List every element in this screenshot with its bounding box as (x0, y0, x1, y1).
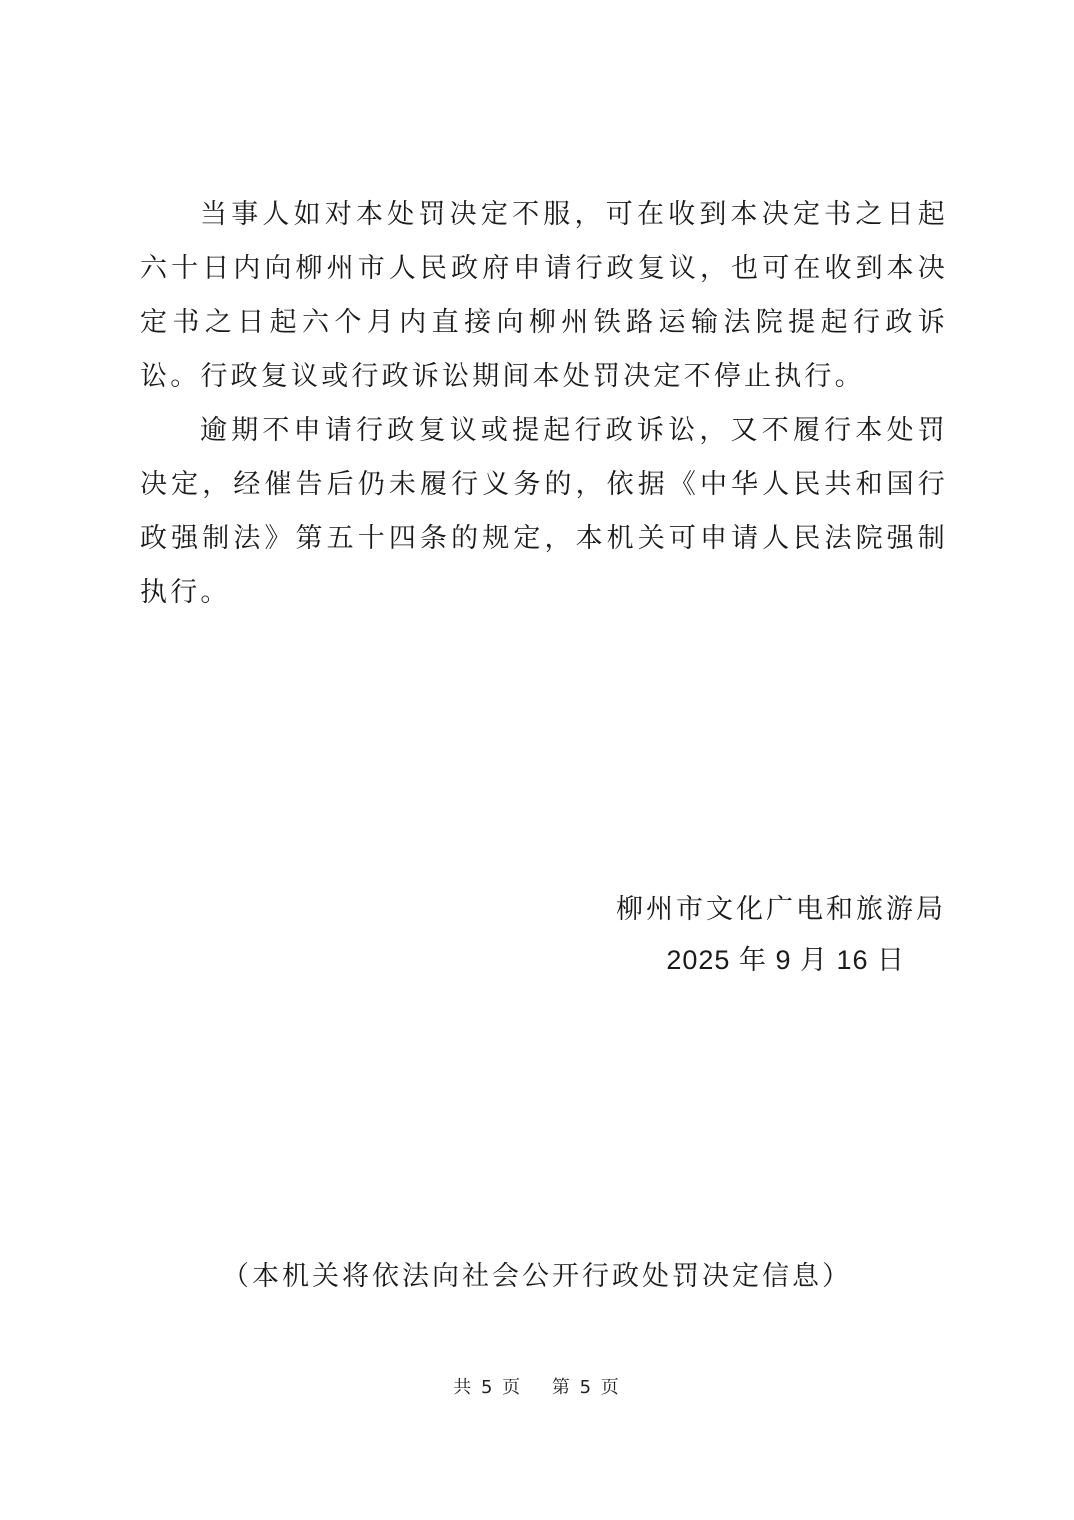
body-paragraph-enforcement: 逾期不申请行政复议或提起行政诉讼，又不履行本处罚决定，经催告后仍未履行义务的，依据《中华人民共和国行政强制法》第五十四条的规定，本机关可申请人民法院强制执行。 (140, 415, 948, 608)
signature-date: 2025 年 9 月 16 日 (666, 945, 905, 975)
disclosure-notice: （本机关将依法向社会公开行政处罚决定信息） (222, 1261, 852, 1292)
page-footer (0, 1375, 1074, 1401)
body-paragraph-appeal-rights: 当事人如对本处罚决定不服，可在收到本决定书之日起六十日内向柳州市人民政府申请行政复议，也可在收到本决定书之日起六个月内直接向柳州铁路运输法院提起行政诉讼。行政复议或行政诉讼期间本处罚决定不停止执行。 (140, 199, 948, 392)
current-page-label: 第 5 页 (551, 1377, 621, 1398)
signature-organization: 柳州市文化广电和旅游局 (616, 894, 946, 925)
total-pages-label: 共 5 页 (453, 1377, 523, 1398)
